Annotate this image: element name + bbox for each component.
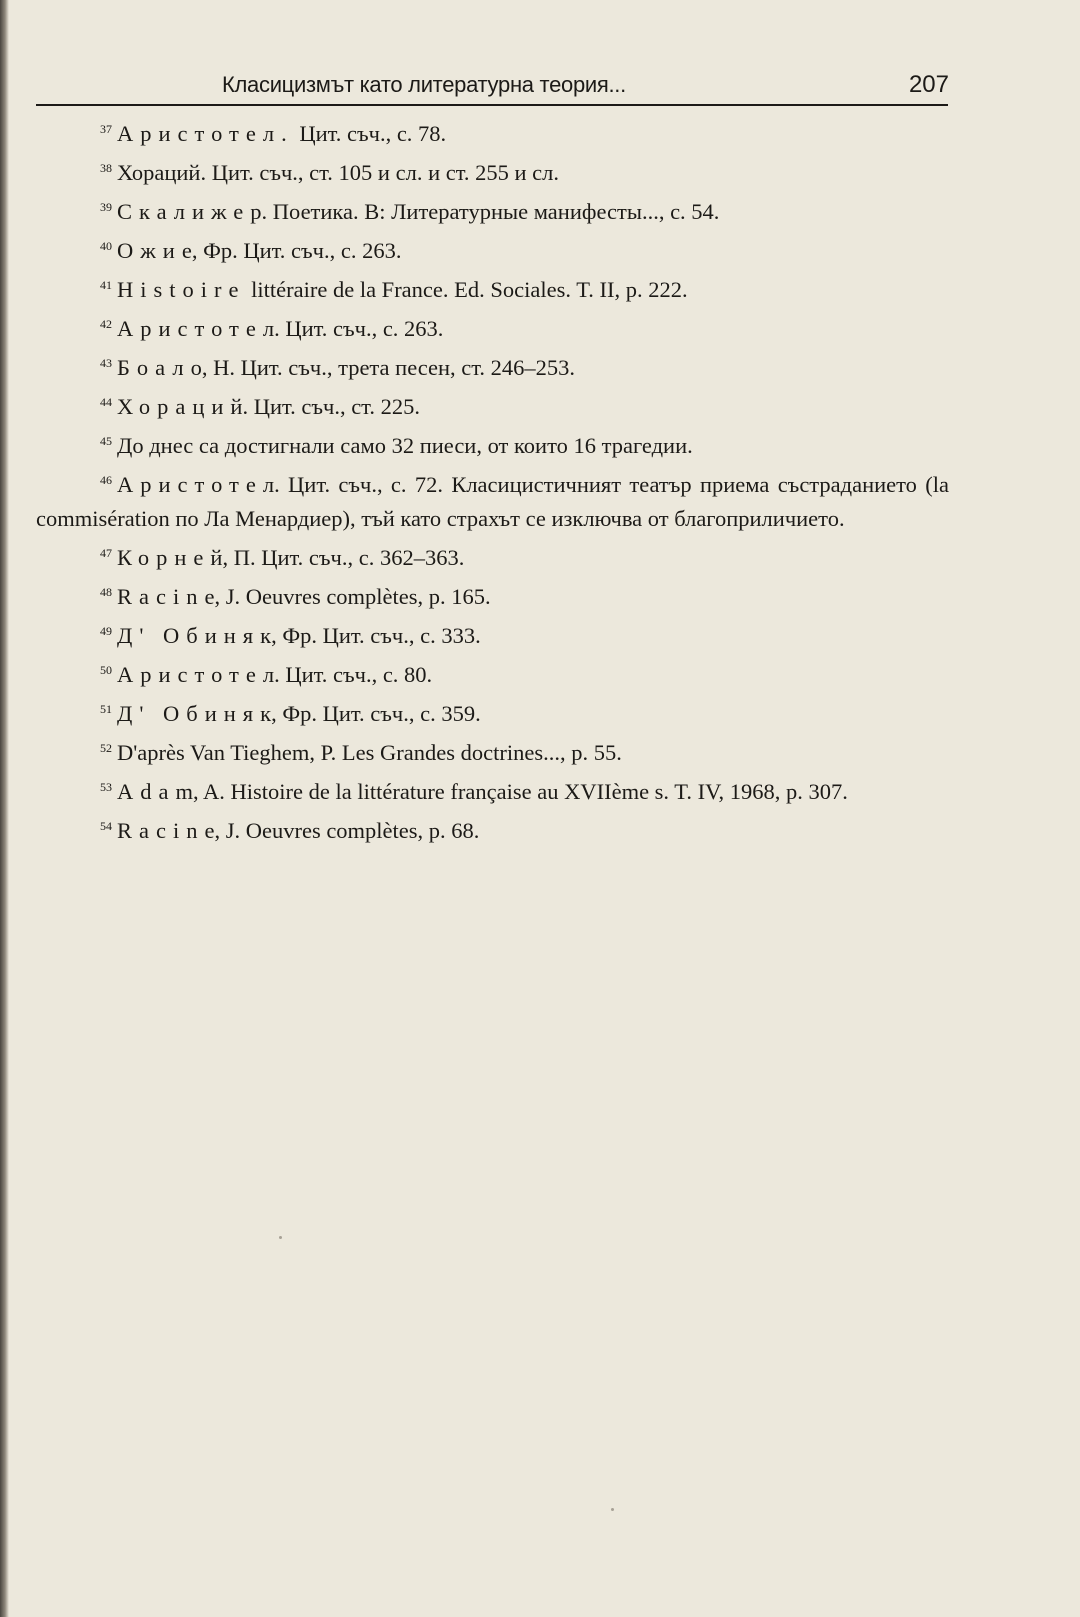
note-number: 51 bbox=[100, 702, 112, 716]
note-text: Цит. съч., с. 78. bbox=[293, 121, 447, 146]
endnote bbox=[36, 424, 949, 463]
note-number: 42 bbox=[100, 317, 112, 331]
note-number: 49 bbox=[100, 624, 112, 638]
note-author: Ожи bbox=[117, 238, 182, 263]
note-number: 41 bbox=[100, 278, 112, 292]
note-number: 53 bbox=[100, 780, 112, 794]
endnote bbox=[36, 463, 949, 536]
note-author: Аристотел. bbox=[117, 121, 294, 146]
note-author: Д' Обиня bbox=[117, 701, 261, 726]
note-author: Аристоте bbox=[117, 316, 263, 341]
endnote bbox=[36, 346, 949, 385]
endnote bbox=[36, 692, 949, 731]
endnote bbox=[36, 190, 949, 229]
note-author: Корне bbox=[117, 545, 211, 570]
note-number: 45 bbox=[100, 434, 112, 448]
endnote bbox=[36, 770, 949, 809]
page-number: 207 bbox=[908, 71, 949, 98]
endnote bbox=[36, 112, 949, 151]
note-number: 52 bbox=[100, 741, 112, 755]
note-author: Аристоте bbox=[117, 472, 263, 497]
note-text: D'après Van Tieghem, P. Les Grandes doctrines..., p. 55. bbox=[117, 740, 622, 765]
note-text: e, J. Oeuvres complètes, p. 68. bbox=[204, 818, 480, 843]
note-text: к, Фр. Цит. съч., с. 333. bbox=[260, 623, 481, 648]
note-text: m, A. Histoire de la littérature française au XVIIème s. T. IV, 1968, p. 307. bbox=[175, 779, 848, 804]
endnote bbox=[36, 536, 949, 575]
note-author: Histoire bbox=[117, 277, 246, 302]
note-number: 50 bbox=[100, 663, 112, 677]
note-text: л. Цит. съч., с. 80. bbox=[262, 662, 433, 687]
note-number: 37 bbox=[100, 122, 112, 136]
endnote bbox=[36, 614, 949, 653]
endnote bbox=[36, 268, 949, 307]
endnote bbox=[36, 229, 949, 268]
note-number: 43 bbox=[100, 356, 112, 370]
paper-speckle bbox=[279, 1236, 282, 1239]
note-author: Скалиже bbox=[117, 199, 251, 224]
paper-speckle bbox=[611, 1508, 614, 1511]
endnotes-list bbox=[36, 112, 949, 848]
note-text: л. Цит. съч., с. 72. Класицистичният театър приема състраданието (la commisération по Ла Менардиер), тъй като страхът се изключва от благоприличието. bbox=[36, 472, 949, 531]
note-text: р. Поетика. В: Литературные манифесты..., с. 54. bbox=[250, 199, 720, 224]
note-number: 48 bbox=[100, 585, 112, 599]
note-author: Хораци bbox=[117, 394, 231, 419]
note-text: й. Цит. съч., ст. 225. bbox=[230, 394, 420, 419]
note-number: 47 bbox=[100, 546, 112, 560]
note-text: е, Фр. Цит. съч., с. 263. bbox=[181, 238, 402, 263]
note-author: Боал bbox=[117, 355, 191, 380]
note-author: Racin bbox=[117, 818, 205, 843]
note-author: Racin bbox=[117, 584, 205, 609]
note-number: 38 bbox=[100, 161, 112, 175]
endnote bbox=[36, 385, 949, 424]
note-number: 46 bbox=[100, 473, 112, 487]
note-number: 44 bbox=[100, 395, 112, 409]
endnote bbox=[36, 731, 949, 770]
note-author: Ada bbox=[117, 779, 176, 804]
running-header bbox=[36, 68, 948, 106]
note-number: 39 bbox=[100, 200, 112, 214]
page-binding-edge bbox=[0, 0, 9, 1617]
endnote bbox=[36, 307, 949, 346]
endnote bbox=[36, 151, 949, 190]
endnote bbox=[36, 653, 949, 692]
note-text: к, Фр. Цит. съч., с. 359. bbox=[260, 701, 481, 726]
running-title: Класицизмът като литературна теория... bbox=[222, 72, 626, 97]
note-text: й, П. Цит. съч., с. 362–363. bbox=[210, 545, 465, 570]
note-text: e, J. Oeuvres complètes, p. 165. bbox=[204, 584, 491, 609]
note-author: Аристоте bbox=[117, 662, 263, 687]
note-text: littéraire de la France. Ed. Sociales. T. II, p. 222. bbox=[245, 277, 688, 302]
note-text: о, Н. Цит. съч., трета песен, ст. 246–253. bbox=[190, 355, 576, 380]
note-author: Д' Обиня bbox=[117, 623, 261, 648]
endnote bbox=[36, 809, 949, 848]
note-text: Хораций. Цит. съч., ст. 105 и сл. и ст. 255 и сл. bbox=[117, 160, 559, 185]
note-text: До днес са достигнали само 32 пиеси, от които 16 трагедии. bbox=[117, 433, 693, 458]
note-number: 40 bbox=[100, 239, 112, 253]
note-number: 54 bbox=[100, 819, 112, 833]
endnote bbox=[36, 575, 949, 614]
note-text: л. Цит. съч., с. 263. bbox=[262, 316, 444, 341]
